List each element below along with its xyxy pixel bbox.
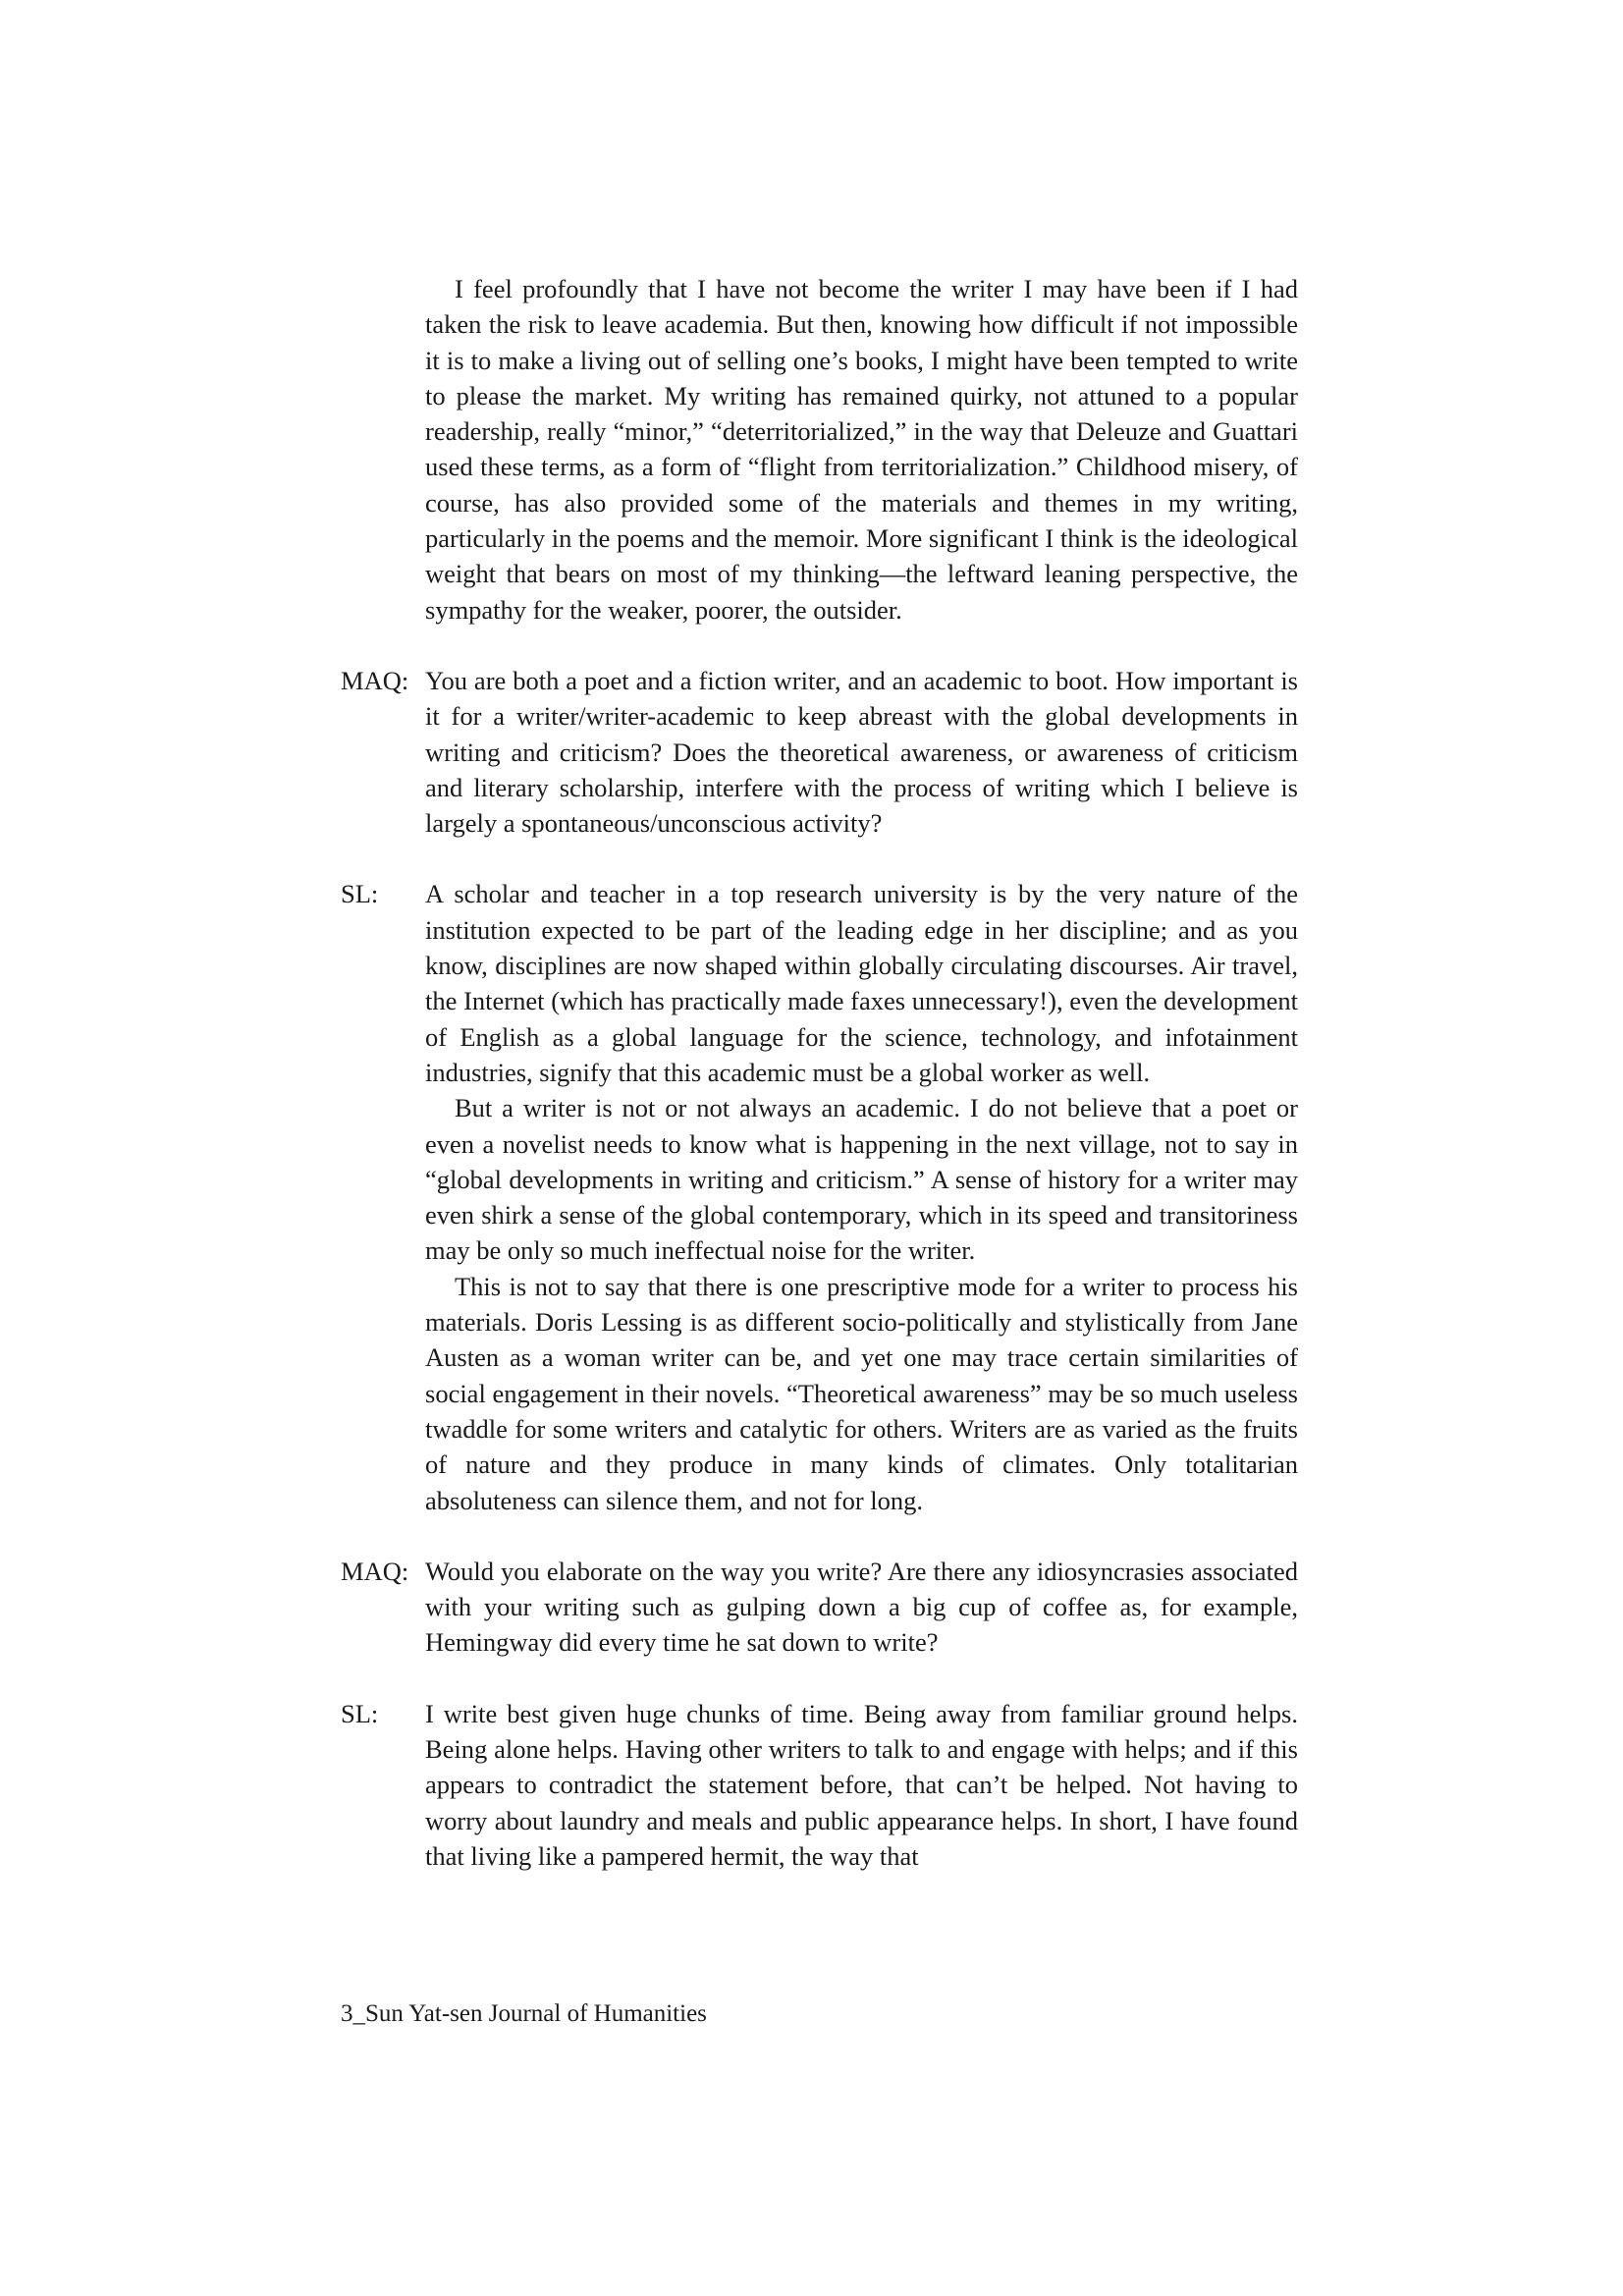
paragraph: Would you elaborate on the way you write? Are there any idiosyncrasies associated with your writing such as gulping down a big cup of coffee as, for example, Hemingway did every time he sat down to write? [425,1556,1298,1658]
speaker-label: MAQ: [341,665,409,695]
paragraph: This is not to say that there is one prescriptive mode for a writer to process his materials. Doris Lessing is as different socio-politically and stylistically from Jane Austen as a woman writer can be, and yet one may trace certain similarities of social engagement in their novels. “Theoretical awareness” may be so much useless twaddle for some writers and catalytic for others. Writers are as varied as the fruits of nature and they produce in many kinds of climates. Only totalitarian absoluteness can silence them, and not for long. [425,1271,1298,1515]
speaker-label: SL: [341,879,379,909]
page-footer: 3_Sun Yat-sen Journal of Humanities [341,2000,707,2027]
paragraph: I feel profoundly that I have not become the writer I may have been if I had taken the risk to leave academia. But then, knowing how difficult if not impossible it is to make a living out of selling one’s books, I might have been tempted to write to please the market. My writing has remained quirky, not attuned to a popular readership, really “minor,” “deterritorialized,” in the way that Deleuze and Guattari used these terms, as a form of “flight from territorialization.” Childhood misery, of course, has also provided some of the materials and themes in my writing, particularly in the poems and the memoir. More significant I think is the ideological weight that bears on most of my thinking—the leftward leaning perspective, the sympathy for the weaker, poorer, the outsider. [425,274,1299,625]
interview-block-4 [341,1696,1298,1874]
paragraph: You are both a poet and a fiction writer, and an academic to boot. How important is it for a writer/writer-academic to keep abreast with the global developments in writing and criticism? Does the theoretical awareness, or awareness of criticism and literary scholarship, interfere with the process of writing which I believe is largely a spontaneous/unconscious activity? [425,665,1298,839]
paragraph: But a writer is not or not always an academic. I do not believe that a poet or even a novelist needs to know what is happening in the next village, not to say in “global developments in writing and criticism.” A sense of history for a writer may even shirk a sense of the global contemporary, which in its speed and transitoriness may be only so much ineffectual noise for the writer. [425,1093,1298,1266]
interview-block-0 [341,271,1298,628]
paragraph: A scholar and teacher in a top research university is by the very nature of the institution expected to be part of the leading edge in her discipline; and as you know, disciplines are now shaped within globally circulating discourses. Air travel, the Internet (which has practically made faxes unnecessary!), even the development of English as a global language for the science, technology, and infotainment industries, signify that this academic must be a global worker as well. [425,879,1298,1087]
speaker-label: MAQ: [341,1556,409,1586]
speaker-label: SL: [341,1698,379,1728]
interview-block-2 [341,876,1298,1517]
interview-block-3 [341,1554,1298,1661]
paragraph: I write best given huge chunks of time. Being away from familiar ground helps. Being alone helps. Having other writers to talk to and engage with helps; and if this appears to contradict the statement before, that can’t be helped. Not having to worry about laundry and meals and public appearance helps. In short, I have found that living like a pampered hermit, the way that [425,1698,1298,1871]
interview-block-1 [341,663,1298,841]
interview-text [341,271,1298,1874]
